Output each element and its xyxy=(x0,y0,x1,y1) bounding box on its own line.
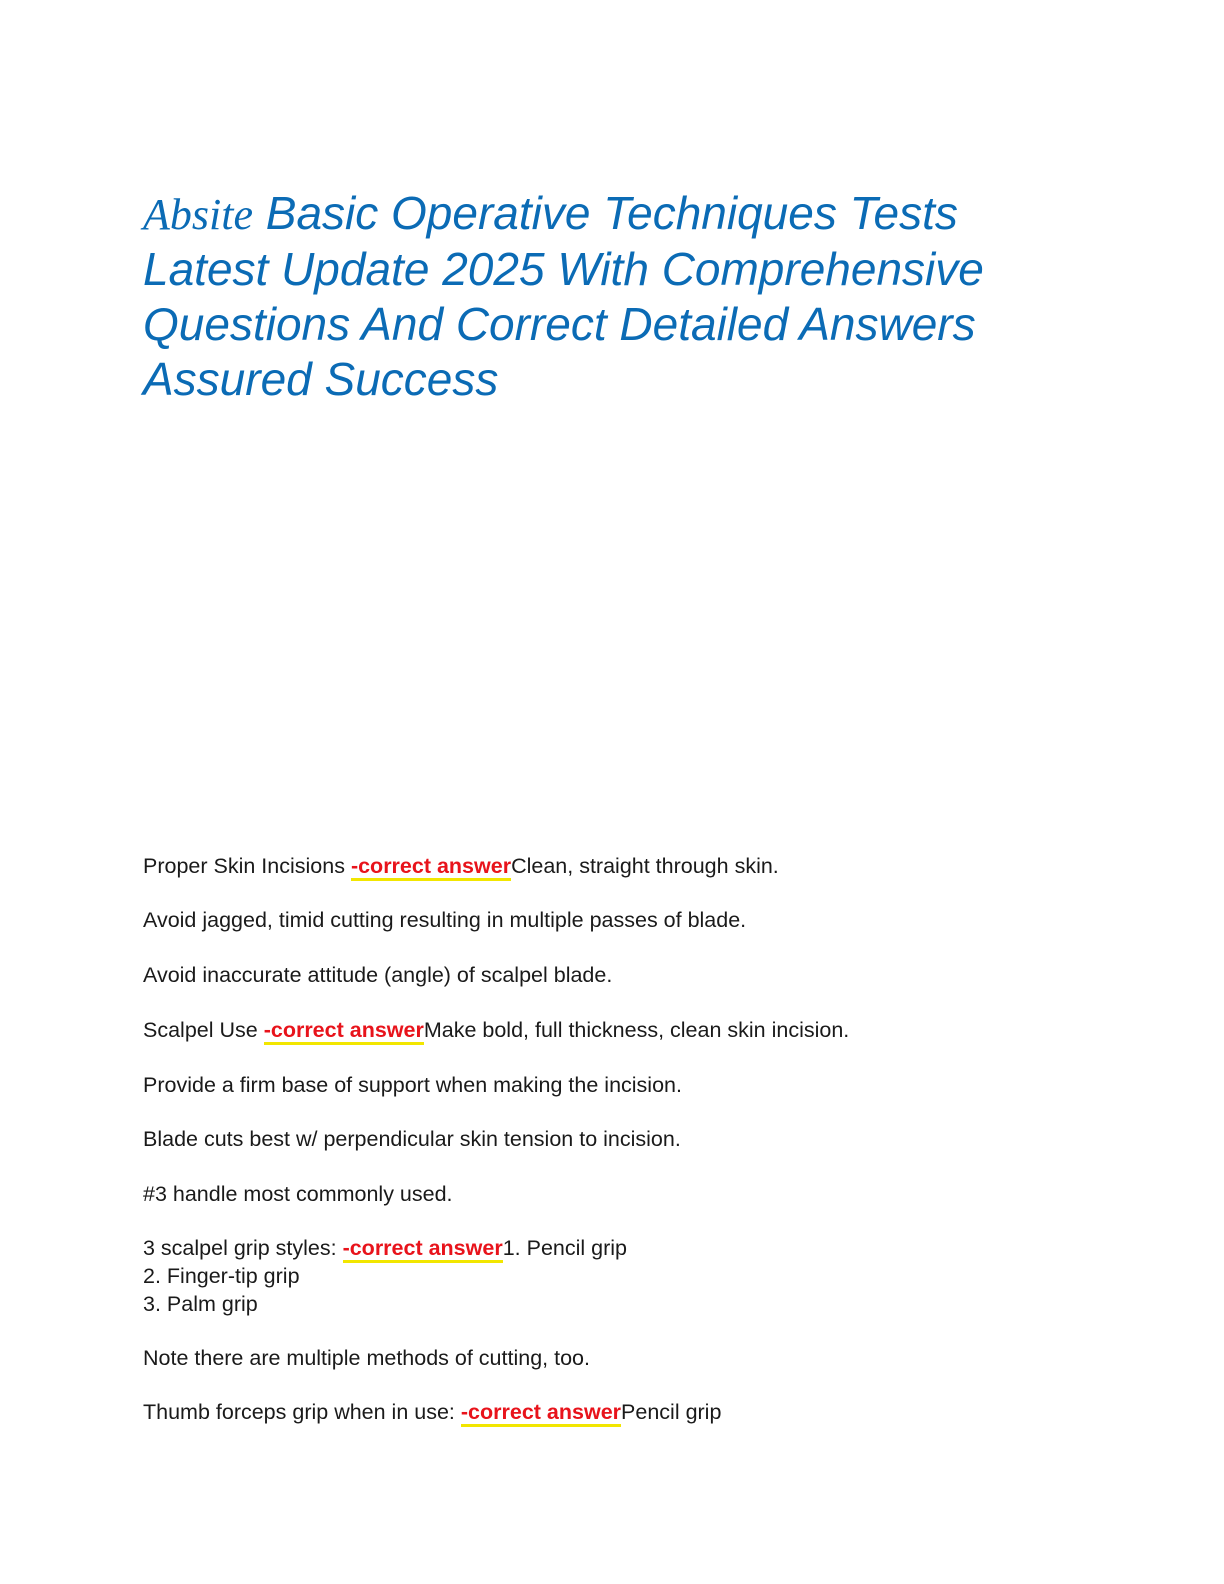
answer-text: 1. Pencil grip xyxy=(502,1236,627,1260)
paragraph: Blade cuts best w/ perpendicular skin tension to incision. xyxy=(143,1127,681,1151)
title-brand: Absite xyxy=(143,190,253,239)
qa-thumb-forceps-grip xyxy=(143,1398,1143,1426)
paragraph: Note there are multiple methods of cutting, too. xyxy=(143,1346,590,1370)
correct-answer-marker: -correct answer xyxy=(351,854,511,881)
correct-answer-marker: -correct answer xyxy=(343,1236,503,1263)
answer-text: Clean, straight through skin. xyxy=(511,854,779,878)
title-line-4: Assured Success xyxy=(143,353,499,405)
correct-answer-marker: -correct answer xyxy=(264,1018,424,1045)
question-text: Scalpel Use xyxy=(143,1018,264,1042)
paragraph: Avoid inaccurate attitude (angle) of scalpel blade. xyxy=(143,963,613,987)
document-title xyxy=(143,186,1103,407)
question-text: 3 scalpel grip styles: xyxy=(143,1236,343,1260)
paragraph: Provide a firm base of support when making the incision. xyxy=(143,1073,682,1097)
question-text: Thumb forceps grip when in use: xyxy=(143,1400,461,1424)
answer-text-line-3: 3. Palm grip xyxy=(143,1292,258,1316)
qa-proper-skin-incisions xyxy=(143,852,1143,880)
title-line-2: Latest Update 2025 With Comprehensive xyxy=(143,243,984,295)
qa-scalpel-use xyxy=(143,1016,1143,1044)
question-text: Proper Skin Incisions xyxy=(143,854,351,878)
answer-text: Pencil grip xyxy=(621,1400,722,1424)
paragraph: Avoid jagged, timid cutting resulting in multiple passes of blade. xyxy=(143,908,747,932)
answer-text: Make bold, full thickness, clean skin incision. xyxy=(423,1018,850,1042)
answer-text-line-2: 2. Finger-tip grip xyxy=(143,1264,300,1288)
qa-scalpel-grip-styles xyxy=(143,1234,1143,1318)
paragraph: #3 handle most commonly used. xyxy=(143,1182,453,1206)
title-line-1-text: Basic Operative Techniques Tests xyxy=(252,187,958,239)
title-line-1 xyxy=(143,186,1103,242)
title-line-3: Questions And Correct Detailed Answers xyxy=(143,298,976,350)
correct-answer-marker: -correct answer xyxy=(461,1400,621,1427)
